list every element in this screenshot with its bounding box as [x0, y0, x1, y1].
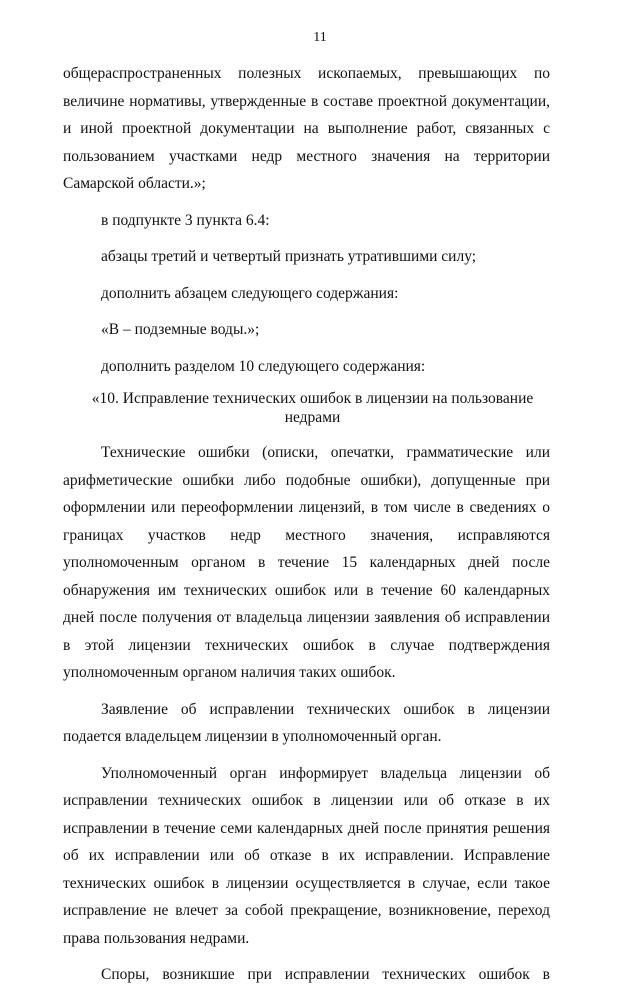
paragraph-notification: Уполномоченный орган информирует владельца лицензии об исправлении технических ошибок в лицензии или об отказе в их исправлении в течение семи календарных дней после принятия решения об их исправлении или об отказе в их исправлении. Исправление технических ошибок в лицензии осуществляется в случае, если такое исправление не влечет за собой прекращение, возникновение, переход права пользования недрами.	[63, 764, 550, 947]
list-line-invalidate: абзацы третий и четвертый признать утратившими силу;	[101, 248, 477, 265]
section-heading-line-2: недрами	[284, 409, 341, 426]
spacer	[63, 427, 550, 439]
paragraph-application: Заявление об исправлении технических ошибок в лицензии подается владельцем лицензии в уполномоченный орган.	[63, 700, 550, 745]
section-heading-line-1: «10. Исправление технических ошибок в лицензии на пользование	[91, 390, 534, 407]
section-heading	[63, 389, 550, 427]
document-body	[63, 60, 550, 989]
list-line-groundwater: «В – подземные воды.»;	[101, 321, 260, 338]
paragraph-continuation: общераспространенных полезных ископаемых, превышающих по величине нормативы, утвержденные в составе проектной документации, и иной проектной документации на выполнение работ, связанных с пользованием участками недр местного значения на территории Самарской области.»;	[63, 65, 550, 192]
page-number: 11	[313, 30, 327, 45]
paragraph-technical-errors: Технические ошибки (описки, опечатки, грамматические или арифметические ошибки либо подобные ошибки), допущенные при оформлении или переоформлении лицензий, в том числе в сведениях о границах участков недр местного значения, исправляются уполномоченным органом в течение 15 календарных дней после обнаружения им технических ошибок или в течение 60 календарных дней после получения от владельца лицензии заявления об исправлении в этой лицензии технических ошибок в случае подтверждения уполномоченным органом наличия таких ошибок.	[63, 444, 550, 681]
list-line-add-paragraph: дополнить абзацем следующего содержания:	[101, 284, 399, 302]
list-line-subpoint: в подпункте 3 пункта 6.4:	[101, 211, 270, 229]
list-line-add-section: дополнить разделом 10 следующего содержания:	[101, 357, 426, 375]
paragraph-disputes: Споры, возникшие при исправлении технических ошибок в	[101, 966, 550, 983]
